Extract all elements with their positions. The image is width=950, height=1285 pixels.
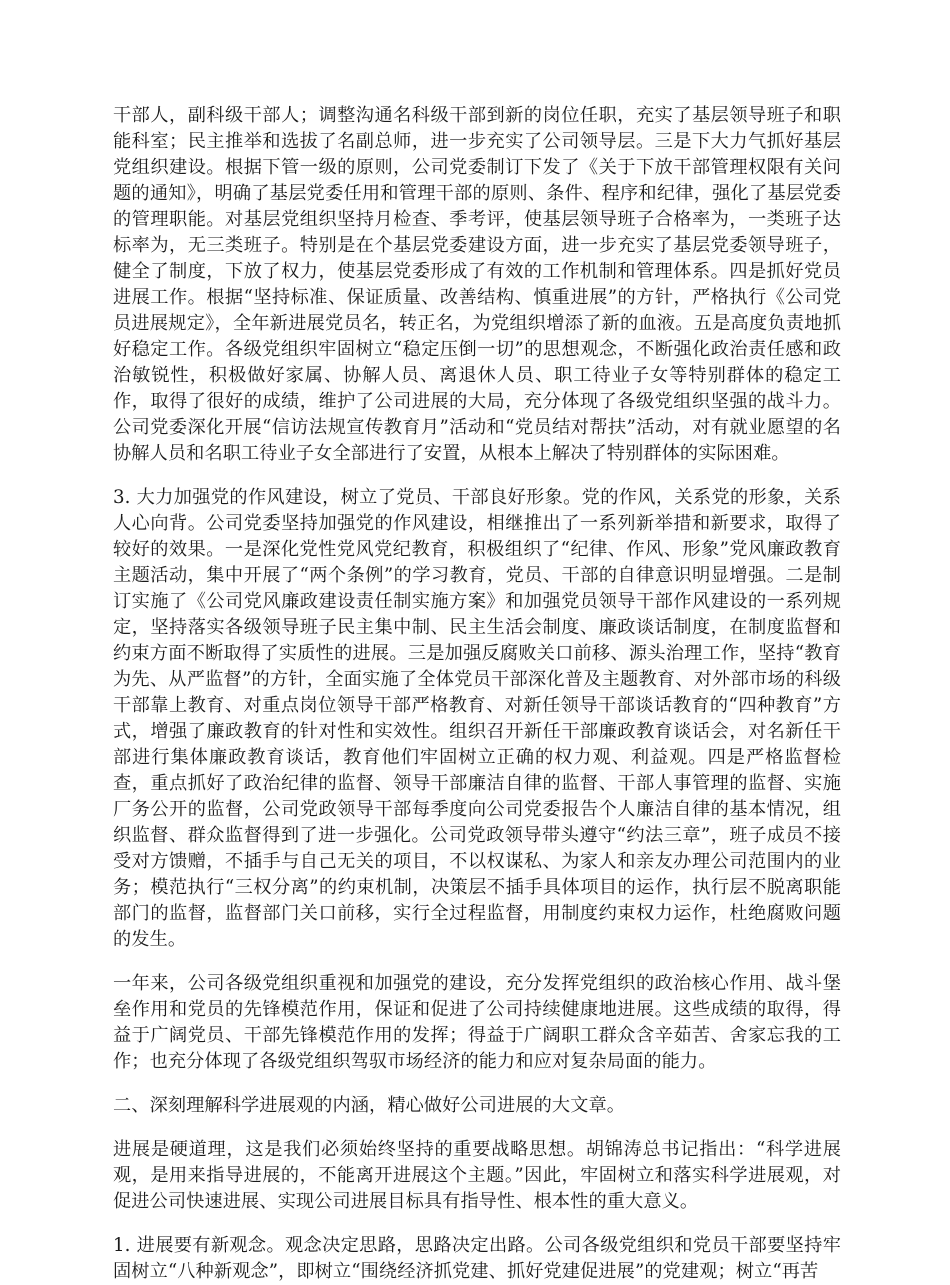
paragraph-3: 一年来，公司各级党组织重视和加强党的建设，充分发挥党组织的政治核心作用、战斗堡垒作用和党员的先锋模范作用，保证和促进了公司持续健康地进展。这些成绩的取得，得益于广阔党员、干部先锋模范作用的发挥；得益于广阔职工群众含辛茹苦、舍家忘我的工作；也充分体现了各级党组织驾驭市场经济的能力和应对复杂局面的能力。 — [113, 973, 841, 1072]
paragraph-1: 干部人，副科级干部人；调整沟通名科级干部到新的岗位任职，充实了基层领导班子和职能科室；民主推举和选拔了名副总师，进一步充实了公司领导层。三是下大力气抓好基层党组织建设。根据下管一级的原则，公司党委制订下发了《关于下放干部管理权限有关问题的通知》，明确了基层党委任用和管理干部的原则、条件、程序和纪律，强化了基层党委的管理职能。对基层党组织坚持月检查、季考评，使基层领导班子合格率为，一类班子达标率为，无三类班子。特别是在个基层党委建设方面，进一步充实了基层党委领导班子，健全了制度，下放了权力，使基层党委形成了有效的工作机制和管理体系。四是抓好党员进展工作。根据“坚持标准、保证质量、改善结构、慎重进展”的方针，严格执行《公司党员进展规定》，全年新进展党员名，转正名，为党组织增添了新的血液。五是高度负责地抓好稳定工作。各级党组织牢固树立“稳定压倒一切”的思想观念，不断强化政治责任感和政治敏锐性，积极做好家属、协解人员、离退休人员、职工待业子女等特别群体的稳定工作，取得了很好的成绩，维护了公司进展的大局，充分体现了各级党组织坚强的战斗力。公司党委深化开展“信访法规宣传教育月”活动和“党员结对帮扶”活动，对有就业愿望的名协解人员和名职工待业子女全部进行了安置，从根本上解决了特别群体的实际困难。 — [113, 105, 841, 464]
section-heading: 二、深刻理解科学进展观的内涵，精心做好公司进展的大文章。 — [113, 1095, 626, 1116]
document-body — [113, 103, 841, 1285]
paragraph-5: 进展是硬道理，这是我们必须始终坚持的重要战略思想。胡锦涛总书记指出：“科学进展观，是用来指导进展的，不能离开进展这个主题。”因此，牢固树立和落实科学进展观，对促进公司快速进展、实现公司进展目标具有指导性、根本性的重大意义。 — [113, 1139, 841, 1212]
paragraph-2: 3. 大力加强党的作风建设，树立了党员、干部良好形象。党的作风，关系党的形象，关系人心向背。公司党委坚持加强党的作风建设，相继推出了一系列新举措和新要求，取得了较好的效果。一是深化党性党风党纪教育，积极组织了“纪律、作风、形象”党风廉政教育主题活动，集中开展了“两个条例”的学习教育，党员、干部的自律意识明显增强。二是制订实施了《公司党风廉政建设责任制实施方案》和加强党员领导干部作风建设的一系列规定，坚持落实各级领导班子民主集中制、民主生活会制度、廉政谈话制度，在制度监督和约束方面不断取得了实质性的进展。三是加强反腐败关口前移、源头治理工作，坚持“教育为先、从严监督”的方针，全面实施了全体党员干部深化普及主题教育、对外部市场的科级干部靠上教育、对重点岗位领导干部严格教育、对新任领导干部谈话教育的“四种教育”方式，增强了廉政教育的针对性和实效性。组织召开新任干部廉政教育谈话会，对名新任干部进行集体廉政教育谈话，教育他们牢固树立正确的权力观、利益观。四是严格监督检查，重点抓好了政治纪律的监督、领导干部廉洁自律的监督、干部人事管理的监督、实施厂务公开的监督，公司党政领导干部每季度向公司党委报告个人廉洁自律的基本情况，组织监督、群众监督得到了进一步强化。公司党政领导带头遵守“约法三章”，班子成员不接受对方馈赠，不插手与自己无关的项目，不以权谋私、为家人和亲友办理公司范围内的业务；模范执行“三权分离”的约束机制，决策层不插手具体项目的运作，执行层不脱离职能部门的监督，监督部门关口前移，实行全过程监督，用制度约束权力运作，杜绝腐败问题的发生。 — [113, 487, 841, 950]
paragraph-6: 1. 进展要有新观念。观念决定思路，思路决定出路。公司各级党组织和党员干部要坚持牢固树立“八种新观念”，即树立“围绕经济抓党建、抓好党建促进展”的党建观；树立“再苦 — [113, 1235, 841, 1282]
